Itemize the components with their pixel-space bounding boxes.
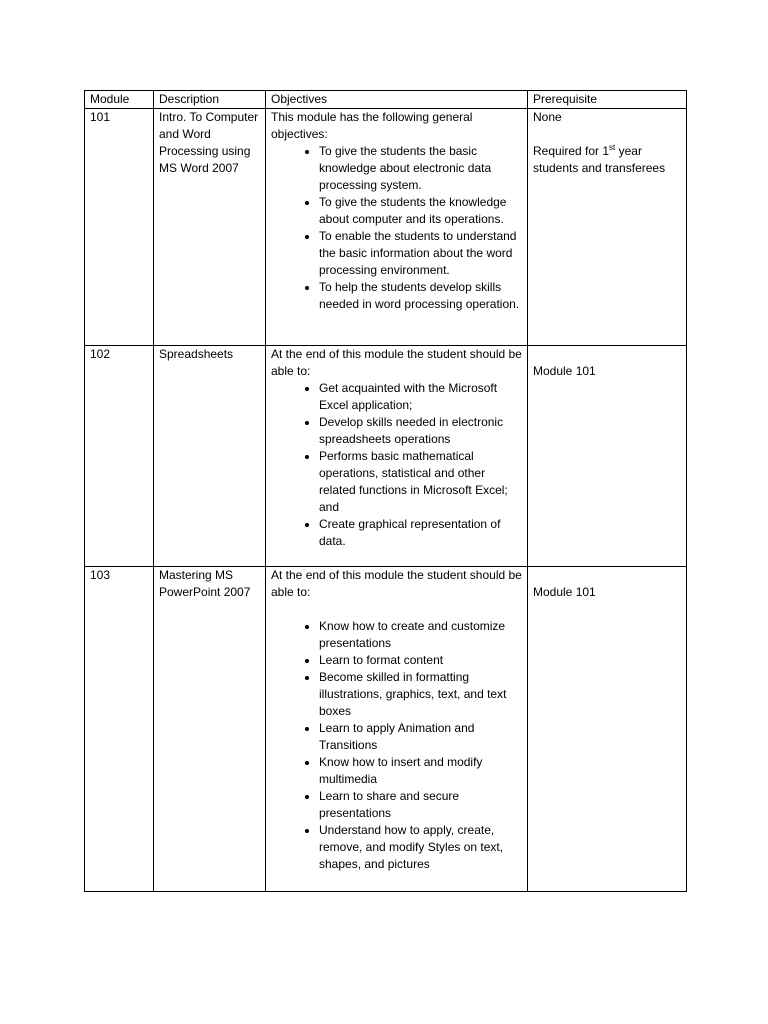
objectives-list bbox=[271, 143, 522, 313]
module-table bbox=[84, 90, 687, 892]
header-objectives: Objectives bbox=[266, 91, 528, 109]
objective-item: • Learn to share and secure presentations bbox=[319, 788, 522, 822]
header-module: Module bbox=[85, 91, 154, 109]
table-row bbox=[85, 109, 687, 346]
objective-item: • Know how to create and customize presentations bbox=[319, 618, 522, 652]
objective-item: • Performs basic mathematical operations, statistical and other related functions in Microsoft Excel; and bbox=[319, 448, 522, 516]
objectives-intro: At the end of this module the student should be able to: bbox=[271, 568, 522, 599]
note-prefix: Required for 1 bbox=[533, 144, 610, 158]
module-objectives bbox=[266, 567, 528, 892]
note-suffix: year students and transferees bbox=[533, 144, 666, 175]
module-description: Mastering MS PowerPoint 2007 bbox=[154, 567, 266, 892]
objective-item: • To enable the students to understand the basic information about the word processing environment. bbox=[319, 228, 522, 279]
header-description: Description bbox=[154, 91, 266, 109]
objective-item: • Create graphical representation of data. bbox=[319, 516, 522, 550]
module-number: 102 bbox=[85, 346, 154, 567]
prerequisite-value: Module 101 bbox=[533, 364, 596, 378]
objectives-intro: At the end of this module the student should be able to: bbox=[271, 347, 522, 378]
objectives-list bbox=[271, 380, 522, 550]
module-number: 103 bbox=[85, 567, 154, 892]
prerequisite-value: Module 101 bbox=[533, 585, 596, 599]
module-prerequisite bbox=[528, 346, 687, 567]
objective-item: • To give the students the knowledge about computer and its operations. bbox=[319, 194, 522, 228]
module-objectives bbox=[266, 346, 528, 567]
objective-item: • Develop skills needed in electronic spreadsheets operations bbox=[319, 414, 522, 448]
objective-item: • Get acquainted with the Microsoft Excel application; bbox=[319, 380, 522, 414]
objective-item: • To help the students develop skills needed in word processing operation. bbox=[319, 279, 522, 313]
prerequisite-value: None bbox=[533, 110, 562, 124]
module-description: Spreadsheets bbox=[154, 346, 266, 567]
header-prerequisite: Prerequisite bbox=[528, 91, 687, 109]
objective-item: • Learn to format content bbox=[319, 652, 522, 669]
objective-item: • Become skilled in formatting illustrations, graphics, text, and text boxes bbox=[319, 669, 522, 720]
objectives-intro: This module has the following general objectives: bbox=[271, 110, 473, 141]
module-objectives bbox=[266, 109, 528, 346]
module-description: Intro. To Computer and Word Processing using MS Word 2007 bbox=[154, 109, 266, 346]
module-number: 101 bbox=[85, 109, 154, 346]
module-prerequisite bbox=[528, 109, 687, 346]
objective-item: • To give the students the basic knowledge about electronic data processing system. bbox=[319, 143, 522, 194]
objectives-list bbox=[271, 618, 522, 873]
table-row bbox=[85, 567, 687, 892]
module-prerequisite bbox=[528, 567, 687, 892]
note-superscript: st bbox=[609, 143, 616, 152]
objective-item: • Understand how to apply, create, remove, and modify Styles on text, shapes, and pictures bbox=[319, 822, 522, 873]
objective-item: • Know how to insert and modify multimedia bbox=[319, 754, 522, 788]
prerequisite-note bbox=[533, 143, 681, 177]
objective-item: • Learn to apply Animation and Transitions bbox=[319, 720, 522, 754]
table-row bbox=[85, 346, 687, 567]
header-row bbox=[85, 91, 687, 109]
